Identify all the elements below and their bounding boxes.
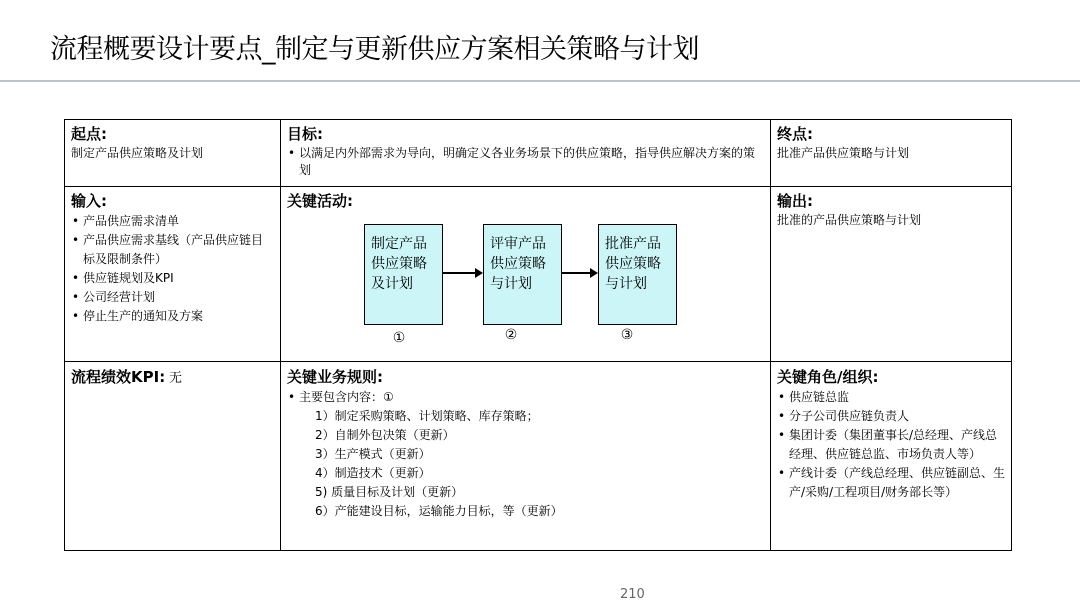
- rules-intro: • 主要包含内容：①: [287, 388, 764, 407]
- rules-item: 4）制造技术（更新）: [315, 466, 431, 480]
- output-label: 输出:: [777, 192, 813, 210]
- rules-cell: [280, 361, 771, 551]
- title-divider: [0, 80, 1080, 82]
- flow-arrow-1-2: [443, 272, 481, 274]
- input-item: • 供应链规划及KPI: [71, 269, 274, 288]
- goal-label: 目标:: [287, 125, 323, 143]
- end-cell: [770, 119, 1012, 187]
- activities-label: 关键活动:: [287, 192, 353, 210]
- rules-item: 1）制定采购策略、计划策略、库存策略；: [315, 409, 539, 423]
- input-item: • 产品供应需求基线（产品供应链目标及限制条件）: [71, 231, 274, 269]
- roles-item: • 集团计委（集团董事长/总经理、产线总经理、供应链总监、市场负责人等）: [777, 426, 1005, 464]
- start-cell: [64, 119, 281, 187]
- process-step-3: 批准产品供应策略与计划: [598, 224, 677, 325]
- goal-item: • 以满足内外部需求为导向，明确定义各业务场景下的供应策略，指导供应解决方案的策划: [287, 145, 757, 179]
- roles-item: • 产线计委（产线总经理、供应链副总、生产/采购/工程项目/财务部长等）: [777, 464, 1005, 502]
- roles-item: • 分子公司供应链负责人: [777, 407, 1005, 426]
- input-label: 输入:: [71, 192, 107, 210]
- step-number-2: ②: [504, 327, 518, 343]
- roles-cell: [770, 361, 1012, 551]
- roles-label: 关键角色/组织:: [777, 368, 879, 386]
- step-number-3: ③: [620, 327, 634, 343]
- rules-item: 3）生产模式（更新）: [315, 447, 431, 461]
- start-text: 制定产品供应策略及计划: [71, 146, 204, 160]
- step-number-1: ①: [392, 330, 406, 346]
- roles-item: • 供应链总监: [777, 388, 1005, 407]
- input-item: • 公司经营计划: [71, 288, 274, 307]
- input-item: • 停止生产的通知及方案: [71, 307, 274, 326]
- input-cell: [64, 186, 281, 362]
- rules-item: 2）自制外包决策（更新）: [315, 428, 455, 442]
- output-cell: [770, 186, 1012, 362]
- kpi-value: 无: [169, 371, 183, 386]
- process-step-2: 评审产品供应策略与计划: [483, 224, 562, 325]
- end-text: 批准产品供应策略与计划: [777, 146, 910, 160]
- output-text: 批准的产品供应策略与计划: [777, 213, 922, 227]
- goal-cell: [280, 119, 771, 187]
- rules-item: 6）产能建设目标，运输能力目标，等（更新）: [315, 504, 563, 518]
- process-step-1: 制定产品供应策略及计划: [364, 224, 443, 325]
- page-title: 流程概要设计要点_制定与更新供应方案相关策略与计划: [50, 34, 699, 65]
- start-label: 起点:: [71, 125, 107, 143]
- rules-label: 关键业务规则:: [287, 368, 383, 386]
- flow-arrow-2-3: [562, 272, 596, 274]
- page-number: 210: [620, 587, 645, 602]
- input-item: • 产品供应需求清单: [71, 212, 274, 231]
- kpi-label: 流程绩效KPI:: [71, 368, 166, 386]
- end-label: 终点:: [777, 125, 813, 143]
- kpi-cell: [64, 361, 281, 551]
- rules-item: 5) 质量目标及计划（更新）: [315, 485, 464, 499]
